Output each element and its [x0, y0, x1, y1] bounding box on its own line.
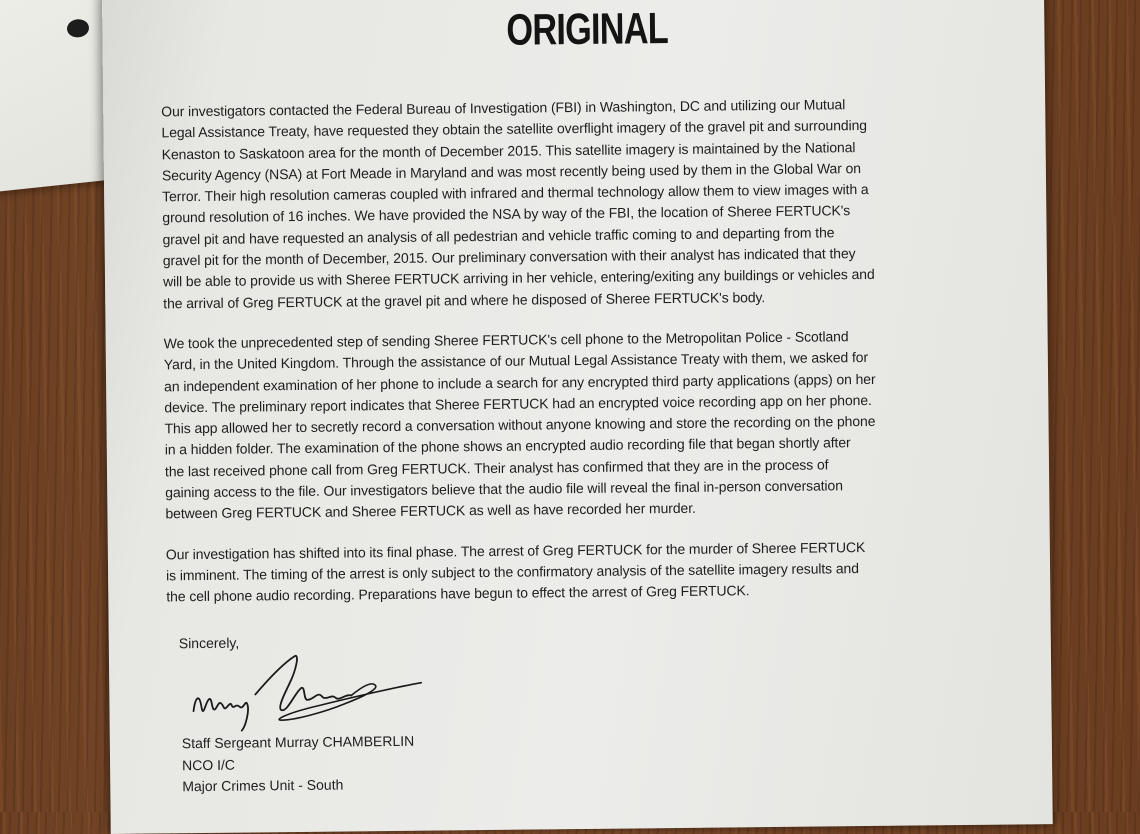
signatory-position: NCO I/C — [181, 756, 236, 773]
closing-salutation: Sincerely, — [178, 634, 240, 652]
handwritten-signature — [185, 647, 436, 740]
body-line: between Greg FERTUCK and Sheree FERTUCK as well as have recorded her murder. — [165, 500, 696, 522]
letter-page — [102, 0, 1053, 834]
body-line: the arrival of Greg FERTUCK at the gravel pit and where he disposed of Sheree FERTUCK's body. — [163, 288, 766, 312]
signature-block — [182, 731, 415, 798]
original-stamp: ORIGINAL — [506, 4, 669, 55]
body-line: gaining access to the file. Our investigators believe that the audio file will reveal the final in-person conversation — [165, 477, 843, 501]
body-line: is imminent. The timing of the arrest is only subject to the confirmatory analysis of the satellite imagery results and — [166, 560, 859, 584]
body-line: will be able to provide us with Sheree FERTUCK arriving in her vehicle, entering/exiting any buildings or vehicles and — [162, 266, 875, 290]
punch-hole — [66, 18, 90, 38]
signatory-unit: Major Crimes Unit - South — [182, 776, 344, 795]
signatory-name: Staff Sergeant Murray CHAMBERLIN — [181, 732, 415, 752]
body-line: This app allowed her to secretly record a conversation without anyone knowing and store the recording on the phone — [164, 413, 876, 437]
body-line: Our investigation has shifted into its final phase. The arrest of Greg FERTUCK for the murder of Sheree FERTUCK — [165, 538, 866, 563]
body-line: device. The preliminary report indicates that Sheree FERTUCK had an encrypted voice recording app on her phone. — [164, 391, 872, 416]
body-line: an independent examination of her phone to include a search for any encrypted third party applications (apps) on her — [164, 370, 876, 394]
paragraph-satellite-imagery — [161, 93, 973, 314]
body-line: the cell phone audio recording. Preparations have begun to effect the arrest of Greg FERTUCK. — [166, 582, 750, 605]
body-line: Security Agency (NSA) at Fort Meade in Maryland and was most recently being used by them in the Global War on — [161, 159, 861, 184]
letter-body — [161, 93, 976, 627]
body-line: gravel pit for the month of December, 2015. Our preliminary conversation with their analyst has indicated that they — [162, 245, 856, 269]
body-line: Yard, in the United Kingdom. Through the assistance of our Mutual Legal Assistance Treaty with them, we asked for — [163, 349, 869, 373]
body-line: Legal Assistance Treaty, have requested they obtain the satellite overflight imagery of the gravel pit and surrounding — [161, 117, 867, 141]
body-line: gravel pit and have requested an analysis of all pedestrian and vehicle traffic coming to and departing from the — [162, 224, 835, 248]
body-line: We took the unprecedented step of sending Sheree FERTUCK's cell phone to the Metropolitan Police - Scotland — [163, 328, 849, 352]
body-line: Our investigators contacted the Federal Bureau of Investigation (FBI) in Washington, DC and utilizing our Mutual — [161, 96, 846, 120]
body-line: in a hidden folder. The examination of the phone shows an encrypted audio recording file that began shortly after — [164, 434, 851, 458]
body-line: Terror. Their high resolution cameras coupled with infrared and thermal technology allow them to view images with a — [162, 181, 869, 205]
body-line: the last received phone call from Greg FERTUCK. Their analyst has confirmed that they are in the process of — [164, 456, 829, 480]
paragraph-final-phase — [166, 536, 977, 608]
paragraph-cell-phone — [164, 325, 976, 525]
body-line: ground resolution of 16 inches. We have provided the NSA by way of the FBI, the location of Sheree FERTUCK's — [162, 202, 851, 226]
body-line: Kenaston to Saskatoon area for the month of December 2015. This satellite imagery is maintained by the National — [161, 138, 856, 162]
